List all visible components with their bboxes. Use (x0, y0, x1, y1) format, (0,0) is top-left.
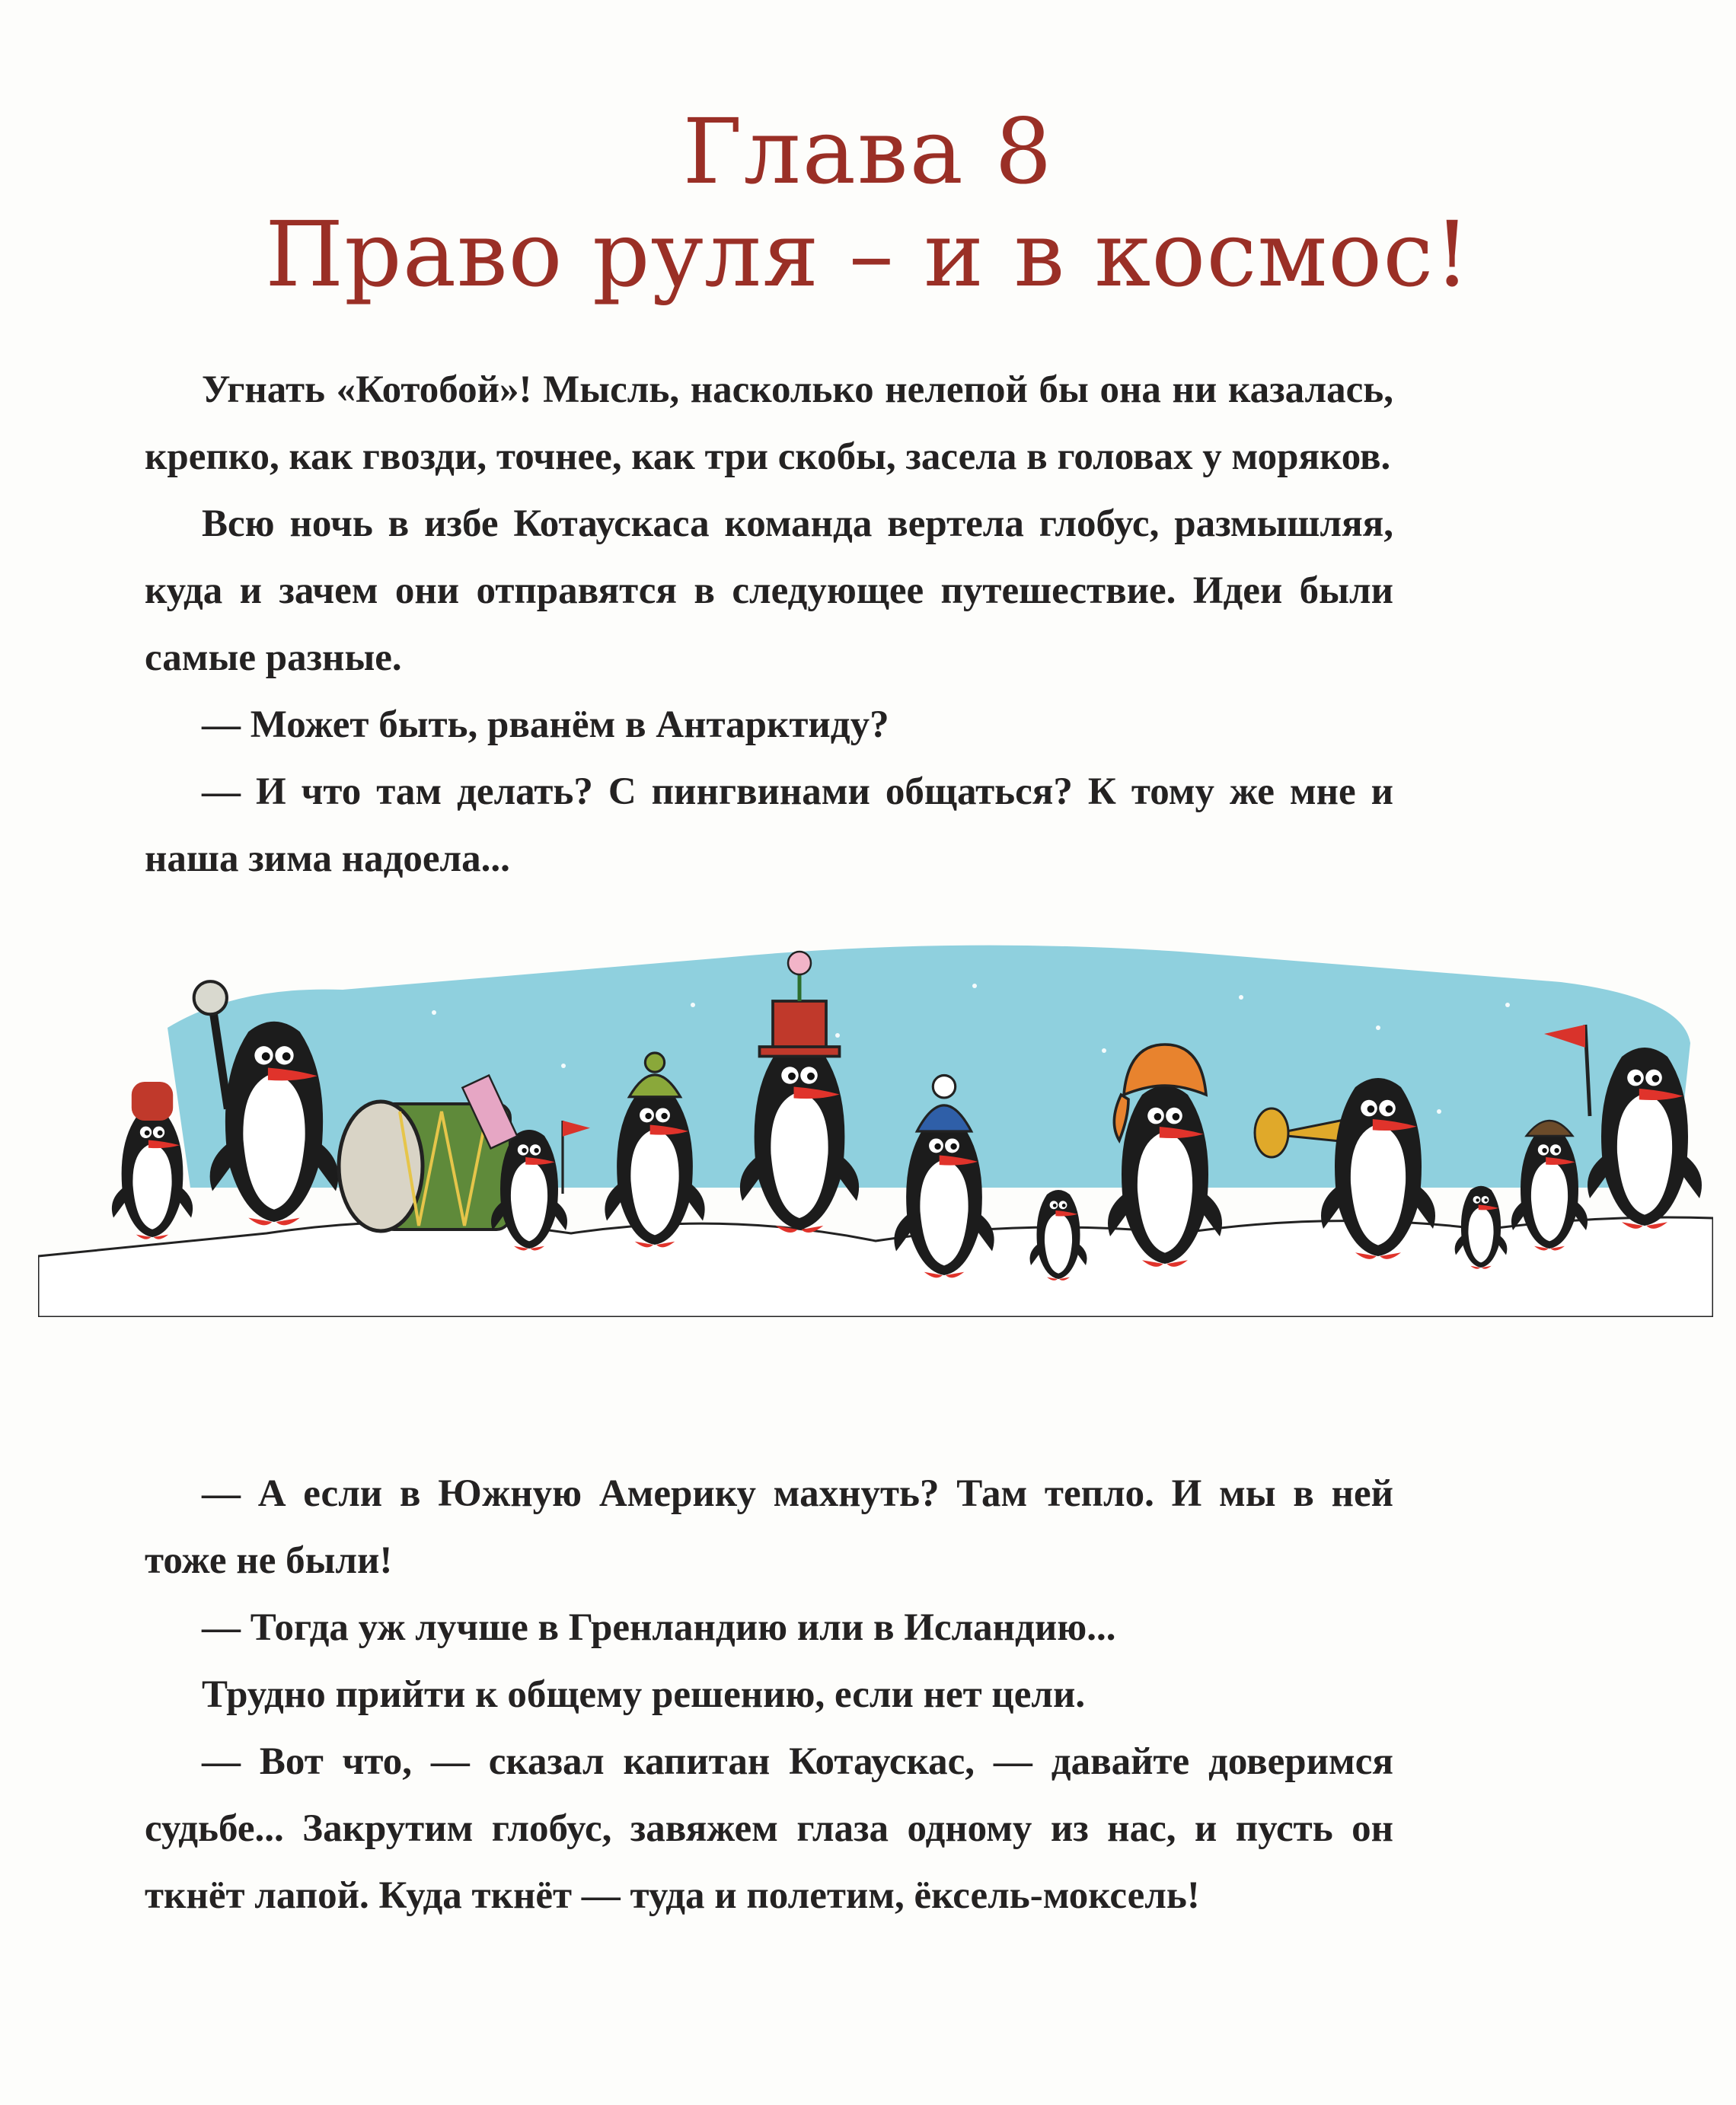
text-block-bottom (145, 1460, 1393, 1929)
dialogue-line: — Тогда уж лучше в Гренландию или в Исландию... (202, 1606, 1116, 1649)
dialogue-line: — Может быть, рванём в Антарктиду? (202, 703, 889, 746)
penguin-parade-illustration (38, 914, 1713, 1317)
chapter-title: Право руля – и в космос! (265, 202, 1471, 307)
dialogue-line: — И что там делать? С пингвинами общаться? К тому же мне и наша зима надоела... (145, 770, 1393, 880)
chapter-number: Глава 8 (682, 99, 1054, 204)
paragraph: Трудно прийти к общему решению, если нет цели. (202, 1673, 1086, 1716)
dialogue-line: — А если в Южную Америку махнуть? Там тепло. И мы в ней тоже не были! (145, 1472, 1393, 1582)
paragraph: Всю ночь в избе Котаускаса команда вертела глобус, размышляя, куда и зачем они отправятся в следующее путешествие. Идеи были самые разные. (145, 502, 1393, 679)
text-block-top (145, 356, 1393, 892)
paragraph: Угнать «Котобой»! Мысль, насколько нелепой бы она ни казалась, крепко, как гвозди, точнее, как три скобы, засела в головах у моряков. (145, 368, 1393, 478)
dialogue-line: — Вот что, — сказал капитан Котаускас, — давайте доверимся судьбе... Закрутим глобус, завяжем глаза одному из нас, и пусть он ткнёт лапой. Куда ткнёт — туда и полетим, ёксель-моксель! (145, 1740, 1393, 1917)
